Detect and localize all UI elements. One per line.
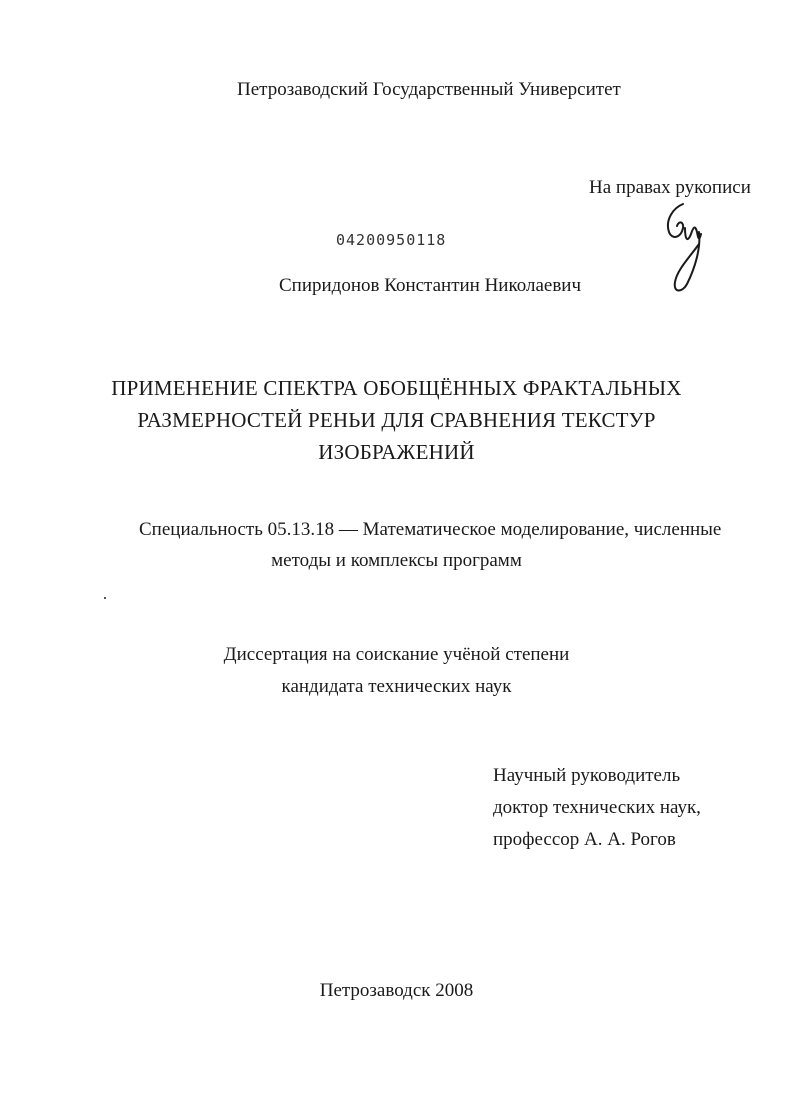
supervisor-role: Научный руководитель	[493, 765, 681, 786]
scan-speck	[104, 597, 106, 599]
supervisor-degree: доктор технических наук,	[493, 797, 701, 818]
university-name: Петрозаводский Государственный Университет	[237, 79, 621, 100]
supervisor-name: профессор А. А. Рогов	[493, 829, 676, 850]
title-line-3: ИЗОБРАЖЕНИЙ	[318, 440, 475, 464]
signature-icon	[655, 198, 715, 298]
rights-note: На правах рукописи	[589, 177, 751, 198]
title-line-2: РАЗМЕРНОСТЕЙ РЕНЬИ ДЛЯ СРАВНЕНИЯ ТЕКСТУР	[137, 408, 656, 432]
dissertation-line-2: кандидата технических наук	[281, 676, 512, 697]
specialty-line-1: Специальность 05.13.18 — Математическое моделирование, численные	[139, 519, 722, 540]
author-name: Спиридонов Константин Николаевич	[279, 275, 582, 296]
title-line-1: ПРИМЕНЕНИЕ СПЕКТРА ОБОБЩЁННЫХ ФРАКТАЛЬНЫХ	[111, 376, 682, 400]
dissertation-line-1: Диссертация на соискание учёной степени	[223, 644, 570, 665]
specialty-line-2: методы и комплексы программ	[271, 550, 522, 571]
stamp-number: 04200950118	[336, 231, 447, 249]
city-year: Петрозаводск 2008	[319, 980, 474, 1001]
